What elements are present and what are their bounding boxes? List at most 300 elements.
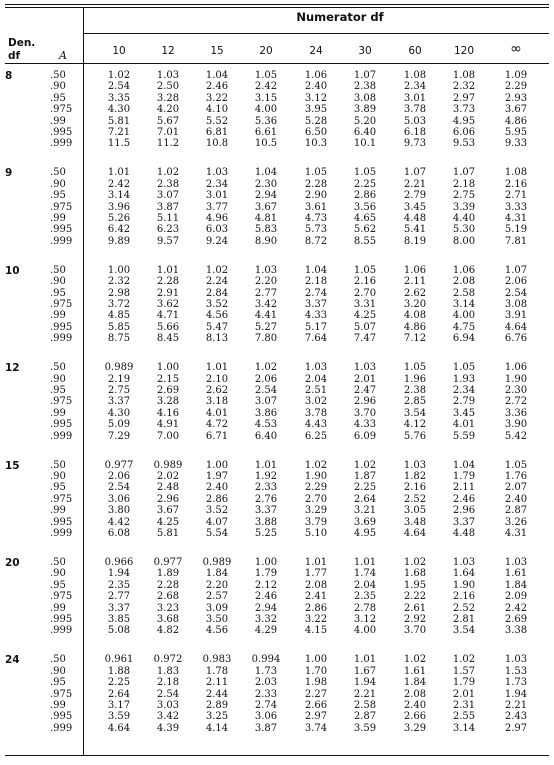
a-value: .50	[50, 264, 66, 276]
table-cell: 3.85	[107, 614, 131, 625]
table-cell: 6.23	[156, 224, 180, 236]
column-divider	[83, 7, 84, 755]
table-cell: 8.75	[107, 333, 131, 345]
a-value: .99	[50, 115, 66, 127]
table-cell: 1.00	[254, 557, 278, 568]
table-cell: 3.67	[156, 505, 180, 517]
table-cell: 4.56	[205, 310, 229, 322]
table-cell: 1.06	[304, 70, 328, 81]
table-cell: 1.07	[403, 167, 427, 179]
table-cell: 5.73	[304, 224, 328, 236]
table-cell: 1.06	[504, 362, 528, 374]
a-value: .999	[50, 138, 73, 150]
table-cell: 6.06	[452, 127, 476, 138]
table-cell: 2.30	[254, 178, 278, 190]
table-cell: 3.31	[353, 299, 377, 310]
table-cell: 3.23	[156, 602, 180, 614]
table-cell: 5.81	[156, 528, 180, 539]
a-value: .95	[50, 385, 66, 396]
table-cell: 2.94	[254, 602, 278, 614]
column-header-20: 20	[259, 45, 273, 57]
table-cell: 2.54	[504, 287, 528, 299]
table-cell: 1.08	[403, 70, 427, 81]
table-cell: 2.79	[403, 190, 427, 202]
table-cell: 6.42	[107, 224, 131, 236]
table-cell: 4.25	[156, 516, 180, 528]
table-cell: 2.19	[107, 373, 131, 385]
table-cell: 3.37	[254, 505, 278, 517]
table-cell: 2.74	[254, 700, 278, 711]
table-cell: 0.977	[153, 557, 183, 568]
table-cell: 9.24	[205, 235, 229, 247]
table-cell: 1.02	[304, 459, 328, 471]
table-cell: 1.08	[504, 167, 528, 179]
table-cell: 1.07	[504, 264, 528, 276]
table-cell: 1.00	[156, 362, 180, 374]
table-cell: 2.15	[156, 373, 180, 385]
table-cell: 4.30	[107, 407, 131, 419]
table-cell: 7.29	[107, 430, 131, 442]
table-cell: 6.25	[304, 430, 328, 442]
table-cell: 1.02	[452, 654, 476, 666]
table-cell: 1.05	[452, 362, 476, 374]
table-cell: 8.19	[403, 235, 427, 247]
table-cell: 2.18	[156, 677, 180, 689]
table-cell: 2.70	[304, 493, 328, 505]
table-cell: 3.68	[156, 614, 180, 625]
table-cell: 2.44	[205, 688, 229, 700]
table-cell: 2.92	[403, 614, 427, 625]
table-cell: 4.64	[107, 722, 131, 734]
table-cell: 3.96	[107, 201, 131, 213]
a-value: .975	[50, 591, 73, 603]
table-cell: 2.62	[403, 287, 427, 299]
table-cell: 3.86	[254, 407, 278, 419]
table-cell: 1.03	[353, 362, 377, 374]
table-cell: 7.47	[353, 333, 377, 345]
table-cell: 2.69	[156, 385, 180, 396]
table-cell: 6.40	[254, 430, 278, 442]
table-cell: 7.64	[304, 333, 328, 345]
table-cell: 2.77	[254, 287, 278, 299]
table-cell: 3.29	[403, 722, 427, 734]
table-cell: 5.42	[504, 430, 528, 442]
den-df-9: 9	[5, 167, 13, 180]
table-cell: 1.05	[504, 459, 528, 471]
table-cell: 3.07	[254, 396, 278, 408]
table-cell: 4.30	[107, 104, 131, 116]
table-cell: 3.91	[504, 310, 528, 322]
table-cell: 1.84	[504, 579, 528, 591]
table-cell: 0.989	[202, 557, 232, 568]
table-cell: 3.22	[205, 92, 229, 104]
a-value: .90	[50, 373, 66, 385]
table-cell: 2.72	[504, 396, 528, 408]
column-header-120: 120	[453, 45, 475, 57]
table-cell: 5.09	[107, 419, 131, 431]
table-cell: 2.55	[452, 711, 476, 723]
table-cell: 3.14	[452, 722, 476, 734]
table-cell: 4.53	[254, 419, 278, 431]
den-df-15: 15	[5, 459, 20, 472]
table-cell: 3.22	[304, 614, 328, 625]
table-cell: 3.39	[452, 201, 476, 213]
table-cell: 1.84	[403, 677, 427, 689]
table-cell: 2.34	[452, 385, 476, 396]
table-cell: 4.01	[452, 419, 476, 431]
table-cell: 3.09	[205, 602, 229, 614]
table-cell: 2.41	[304, 591, 328, 603]
table-cell: 3.77	[205, 201, 229, 213]
table-cell: 2.18	[452, 178, 476, 190]
table-cell: 4.48	[403, 213, 427, 224]
table-cell: 8.90	[254, 235, 278, 247]
table-cell: 5.26	[107, 213, 131, 224]
table-cell: 1.73	[504, 677, 528, 689]
table-cell: 0.994	[251, 654, 281, 666]
table-cell: 3.28	[156, 396, 180, 408]
a-value: .99	[50, 700, 66, 711]
table-cell: 2.25	[107, 677, 131, 689]
table-cell: 4.33	[304, 310, 328, 322]
table-cell: 3.87	[254, 722, 278, 734]
table-cell: 3.32	[254, 614, 278, 625]
table-cell: 3.17	[107, 700, 131, 711]
table-cell: 1.04	[452, 459, 476, 471]
table-cell: 2.78	[353, 602, 377, 614]
table-cell: 2.06	[504, 276, 528, 288]
table-cell: 3.72	[107, 299, 131, 310]
table-cell: 4.33	[353, 419, 377, 431]
table-cell: 2.81	[452, 614, 476, 625]
table-cell: 2.43	[504, 711, 528, 723]
table-cell: 2.40	[304, 81, 328, 93]
table-cell: 2.48	[156, 482, 180, 494]
table-cell: 2.20	[205, 579, 229, 591]
table-cell: 2.97	[504, 722, 528, 734]
a-value: .975	[50, 299, 73, 310]
table-cell: 1.73	[254, 665, 278, 677]
a-value: .999	[50, 722, 73, 734]
table-cell: 5.81	[107, 115, 131, 127]
table-cell: 4.29	[254, 625, 278, 637]
table-cell: 1.04	[254, 167, 278, 179]
table-cell: 1.02	[156, 167, 180, 179]
table-cell: 3.05	[403, 505, 427, 517]
table-cell: 2.79	[452, 396, 476, 408]
table-cell: 2.57	[205, 591, 229, 603]
numerator-title-rule	[83, 33, 549, 34]
table-cell: 10.3	[304, 138, 328, 150]
a-value: .975	[50, 104, 73, 116]
table-cell: 7.81	[504, 235, 528, 247]
table-cell: 2.16	[504, 178, 528, 190]
table-cell: 3.14	[452, 299, 476, 310]
table-cell: 4.85	[107, 310, 131, 322]
table-cell: 3.20	[403, 299, 427, 310]
table-cell: 2.32	[452, 81, 476, 93]
table-cell: 1.97	[205, 471, 229, 482]
table-cell: 2.54	[254, 385, 278, 396]
table-cell: 2.20	[254, 276, 278, 288]
table-cell: 5.17	[304, 321, 328, 333]
table-cell: 1.89	[156, 568, 180, 580]
table-cell: 2.58	[452, 287, 476, 299]
table-cell: 3.14	[107, 190, 131, 202]
table-cell: 1.77	[304, 568, 328, 580]
table-cell: 1.88	[107, 665, 131, 677]
table-cell: 3.67	[504, 104, 528, 116]
table-cell: 2.54	[156, 688, 180, 700]
table-cell: 3.01	[205, 190, 229, 202]
table-cell: 2.46	[205, 81, 229, 93]
table-cell: 4.43	[304, 419, 328, 431]
table-cell: 4.20	[156, 104, 180, 116]
table-cell: 4.00	[353, 625, 377, 637]
table-cell: 3.52	[205, 299, 229, 310]
table-cell: 3.54	[403, 407, 427, 419]
a-value: .995	[50, 614, 73, 625]
table-cell: 4.41	[254, 310, 278, 322]
table-cell: 1.08	[452, 70, 476, 81]
table-cell: 9.89	[107, 235, 131, 247]
den-df-8: 8	[5, 70, 13, 82]
table-cell: 3.87	[156, 201, 180, 213]
table-cell: 3.80	[107, 505, 131, 517]
table-cell: 2.32	[107, 276, 131, 288]
a-value: .975	[50, 396, 73, 408]
table-cell: 4.42	[107, 516, 131, 528]
table-cell: 4.96	[205, 213, 229, 224]
table-cell: 2.28	[156, 276, 180, 288]
table-cell: 5.10	[304, 528, 328, 539]
table-cell: 1.79	[452, 471, 476, 482]
table-cell: 5.27	[254, 321, 278, 333]
a-value: .50	[50, 362, 66, 374]
table-cell: 1.01	[156, 264, 180, 276]
a-value: .999	[50, 333, 73, 345]
table-cell: 3.12	[353, 614, 377, 625]
table-cell: 2.03	[254, 677, 278, 689]
table-cell: 2.52	[452, 602, 476, 614]
table-cell: 2.01	[353, 373, 377, 385]
table-cell: 3.74	[304, 722, 328, 734]
table-cell: 2.29	[504, 81, 528, 93]
table-cell: 7.21	[107, 127, 131, 138]
table-cell: 6.71	[205, 430, 229, 442]
table-cell: 2.33	[254, 688, 278, 700]
table-cell: 1.04	[205, 70, 229, 81]
table-cell: 2.96	[452, 505, 476, 517]
table-cell: 6.03	[205, 224, 229, 236]
table-cell: 1.94	[353, 677, 377, 689]
table-cell: 2.16	[403, 482, 427, 494]
table-cell: 2.91	[156, 287, 180, 299]
table-cell: 1.95	[403, 579, 427, 591]
table-cell: 4.16	[156, 407, 180, 419]
table-cell: 1.02	[205, 264, 229, 276]
table-cell: 3.42	[156, 711, 180, 723]
table-cell: 6.09	[353, 430, 377, 442]
a-value: .975	[50, 493, 73, 505]
table-cell: 1.00	[107, 264, 131, 276]
table-cell: 1.07	[353, 70, 377, 81]
table-cell: 2.34	[403, 81, 427, 93]
table-cell: 2.93	[504, 92, 528, 104]
table-cell: 5.54	[205, 528, 229, 539]
table-cell: 5.08	[107, 625, 131, 637]
table-cell: 1.06	[452, 264, 476, 276]
table-cell: 2.40	[205, 482, 229, 494]
table-cell: 3.45	[403, 201, 427, 213]
table-cell: 2.12	[254, 579, 278, 591]
table-cell: 1.03	[304, 362, 328, 374]
table-cell: 2.51	[304, 385, 328, 396]
table-cell: 6.61	[254, 127, 278, 138]
table-cell: 1.02	[403, 557, 427, 568]
a-value: .95	[50, 677, 66, 689]
top-rule	[5, 4, 549, 5]
table-cell: 2.34	[205, 178, 229, 190]
table-cell: 1.68	[403, 568, 427, 580]
table-cell: 9.57	[156, 235, 180, 247]
table-cell: 3.36	[504, 407, 528, 419]
table-cell: 1.03	[504, 654, 528, 666]
table-cell: 2.11	[403, 276, 427, 288]
a-value: .50	[50, 167, 66, 179]
table-cell: 3.70	[353, 407, 377, 419]
table-cell: 1.03	[205, 167, 229, 179]
table-cell: 1.06	[403, 264, 427, 276]
table-cell: 4.81	[254, 213, 278, 224]
table-cell: 3.25	[205, 711, 229, 723]
table-cell: 1.02	[254, 362, 278, 374]
a-value: .999	[50, 235, 73, 247]
a-value: .975	[50, 201, 73, 213]
table-cell: 7.12	[403, 333, 427, 345]
table-cell: 2.61	[403, 602, 427, 614]
table-cell: 1.67	[353, 665, 377, 677]
table-cell: 4.72	[205, 419, 229, 431]
table-cell: 3.88	[254, 516, 278, 528]
table-cell: 1.03	[403, 459, 427, 471]
a-value: .90	[50, 568, 66, 580]
table-cell: 5.20	[353, 115, 377, 127]
table-cell: 5.11	[156, 213, 180, 224]
table-cell: 2.96	[353, 396, 377, 408]
table-cell: 1.83	[156, 665, 180, 677]
table-cell: 1.64	[452, 568, 476, 580]
table-cell: 5.07	[353, 321, 377, 333]
table-cell: 2.08	[403, 688, 427, 700]
table-cell: 1.03	[254, 264, 278, 276]
table-cell: 4.31	[504, 213, 528, 224]
table-cell: 1.01	[254, 459, 278, 471]
table-cell: 3.59	[107, 711, 131, 723]
table-cell: 11.2	[156, 138, 180, 150]
table-cell: 1.02	[107, 70, 131, 81]
table-cell: 9.53	[452, 138, 476, 150]
den-df-24: 24	[5, 654, 20, 667]
table-cell: 1.84	[205, 568, 229, 580]
a-value: .90	[50, 665, 66, 677]
table-cell: 9.73	[403, 138, 427, 150]
table-cell: 2.08	[304, 579, 328, 591]
table-cell: 3.79	[304, 516, 328, 528]
table-cell: 1.76	[504, 471, 528, 482]
table-cell: 1.00	[304, 654, 328, 666]
table-cell: 3.15	[254, 92, 278, 104]
table-cell: 3.95	[304, 104, 328, 116]
table-cell: 1.53	[504, 665, 528, 677]
table-cell: 2.21	[403, 178, 427, 190]
table-cell: 4.95	[353, 528, 377, 539]
table-cell: 1.90	[452, 579, 476, 591]
table-cell: 3.12	[304, 92, 328, 104]
table-cell: 1.94	[504, 688, 528, 700]
table-cell: 3.54	[452, 625, 476, 637]
table-cell: 4.10	[205, 104, 229, 116]
table-cell: 1.57	[452, 665, 476, 677]
table-cell: 5.47	[205, 321, 229, 333]
table-cell: 7.80	[254, 333, 278, 345]
table-cell: 3.33	[504, 201, 528, 213]
table-cell: 1.01	[353, 654, 377, 666]
table-cell: 3.78	[304, 407, 328, 419]
table-cell: 2.87	[504, 505, 528, 517]
table-cell: 2.06	[254, 373, 278, 385]
table-cell: 2.42	[504, 602, 528, 614]
table-cell: 2.66	[403, 711, 427, 723]
table-cell: 1.01	[107, 167, 131, 179]
table-cell: 2.07	[504, 482, 528, 494]
table-cell: 2.42	[107, 178, 131, 190]
table-cell: 2.11	[205, 677, 229, 689]
table-cell: 4.71	[156, 310, 180, 322]
table-cell: 3.01	[403, 92, 427, 104]
table-cell: 2.50	[156, 81, 180, 93]
column-header-10: 10	[112, 45, 126, 57]
table-cell: 1.01	[304, 557, 328, 568]
table-cell: 2.46	[452, 493, 476, 505]
top-rule-inner	[5, 7, 549, 8]
table-cell: 5.52	[205, 115, 229, 127]
a-value: .975	[50, 688, 73, 700]
table-cell: 4.95	[452, 115, 476, 127]
table-cell: 1.61	[504, 568, 528, 580]
table-cell: 4.86	[403, 321, 427, 333]
table-cell: 3.73	[452, 104, 476, 116]
table-cell: 2.38	[403, 385, 427, 396]
table-cell: 2.58	[353, 700, 377, 711]
table-cell: 4.40	[452, 213, 476, 224]
table-cell: 2.86	[304, 602, 328, 614]
table-cell: 3.06	[107, 493, 131, 505]
table-cell: 2.16	[452, 591, 476, 603]
table-cell: 3.56	[353, 201, 377, 213]
table-cell: 2.38	[353, 81, 377, 93]
table-cell: 4.25	[353, 310, 377, 322]
table-cell: 5.19	[504, 224, 528, 236]
table-cell: 2.18	[304, 276, 328, 288]
table-cell: 2.40	[403, 700, 427, 711]
den-df-20: 20	[5, 557, 20, 569]
table-cell: 8.13	[205, 333, 229, 345]
table-cell: 2.89	[205, 700, 229, 711]
table-cell: 2.54	[107, 482, 131, 494]
table-cell: 2.04	[353, 579, 377, 591]
table-cell: 2.09	[504, 591, 528, 603]
